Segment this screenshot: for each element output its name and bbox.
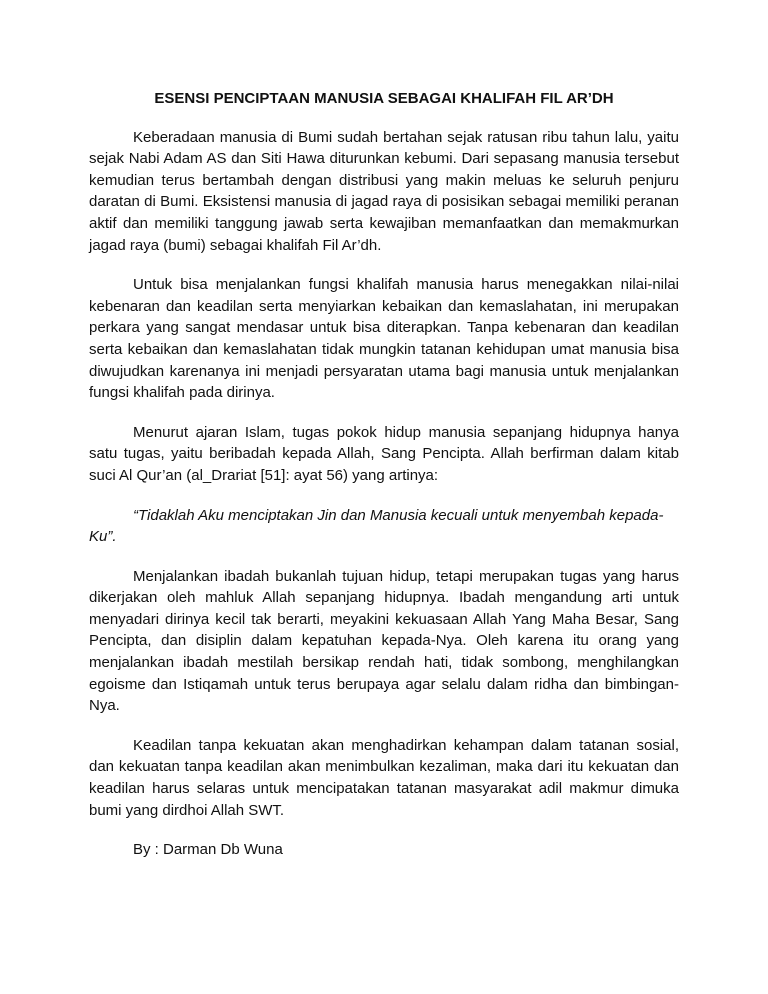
paragraph-5: Keadilan tanpa kekuatan akan menghadirkan kehampan dalam tatanan sosial, dan kekuatan tanpa keadilan akan menimbulkan kezaliman, maka dari itu kekuatan dan keadilan harus selaras untuk mencipatakan tatanan masyarakat adil makmur dimuka bumi yang dirdhoi Allah SWT.: [89, 736, 679, 819]
paragraph-2: Untuk bisa menjalankan fungsi khalifah manusia harus menegakkan nilai-nilai kebenaran dan keadilan serta menyiarkan kebaikan dan kemaslahatan, ini merupakan perkara yang sangat mendasar untuk bisa diterapkan. Tanpa kebenaran dan keadilan serta kebaikan dan kemaslahatan tidak mungkin tatanan kehidupan umat manusia bisa diwujudkan karenanya ini menjadi persyaratan utama bagi manusia untuk menjalankan fungsi khalifah pada dirinya.: [89, 276, 679, 402]
document-title: ESENSI PENCIPTAAN MANUSIA SEBAGAI KHALIFAH FIL AR’DH: [154, 90, 614, 107]
document-body: [89, 88, 679, 861]
paragraph-4: Menjalankan ibadah bukanlah tujuan hidup, tetapi merupakan tugas yang harus dikerjakan oleh mahluk Allah sepanjang hidupnya. Ibadah mengandung arti untuk menyadari dirinya kecil tak berarti, meyakini kekuasaan Allah Yang Maha Besar, Sang Pencipta, dan disiplin dalam kepatuhan kepada-Nya. Oleh karena itu orang yang menjalankan ibadah mestilah bersikap rendah hati, tidak sombong, menghilangkan egoisme dan Istiqamah untuk terus berupaya agar selalu dalam ridha dan bimbingan-Nya.: [89, 567, 679, 715]
paragraph-1: Keberadaan manusia di Bumi sudah bertahan sejak ratusan ribu tahun lalu, yaitu sejak Nabi Adam AS dan Siti Hawa diturunkan kebumi. Dari sepasang manusia tersebut kemudian terus bertambah dengan distribusi yang makin meluas ke seluruh penjuru daratan di Bumi. Eksistensi manusia di jagad raya di posisikan sebagai memiliki peranan aktif dan memiliki tanggung jawab serta kewajiban memanfaatkan dan memakmurkan jagad raya (bumi) sebagai khalifah Fil Ar’dh.: [89, 128, 679, 254]
author-line: By : Darman Db Wuna: [133, 841, 283, 859]
paragraph-3: Menurut ajaran Islam, tugas pokok hidup manusia sepanjang hidupnya hanya satu tugas, yaitu beribadah kepada Allah, Sang Pencipta. Allah berfirman dalam kitab suci Al Qur’an (al_Drariat [51]: ayat 56) yang artinya:: [89, 423, 679, 484]
quran-quote: “Tidaklah Aku menciptakan Jin dan Manusia kecuali untuk menyembah kepada-Ku”.: [89, 506, 664, 546]
